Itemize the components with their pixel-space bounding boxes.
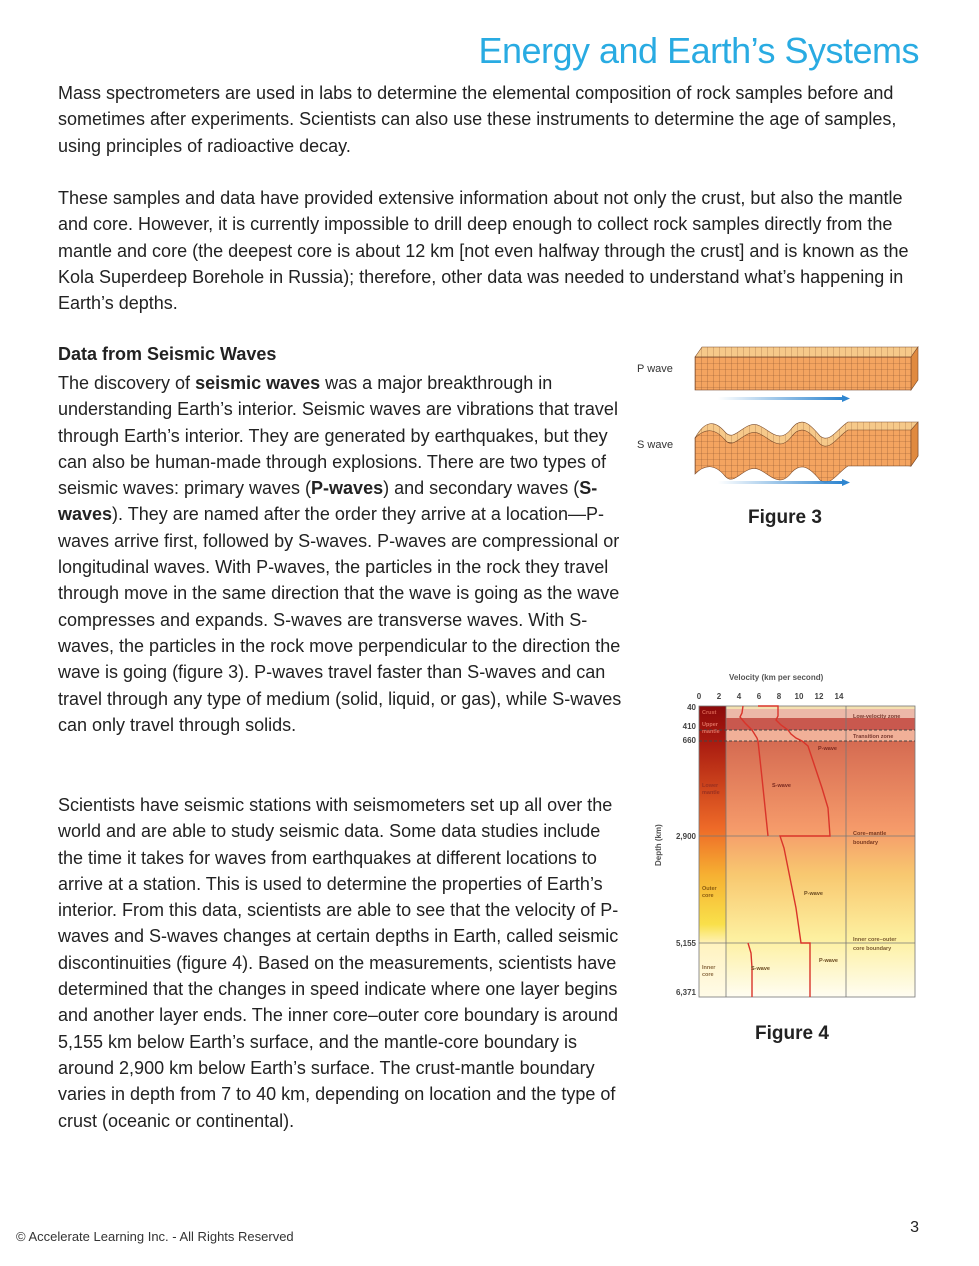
layer-label-crust: Crust <box>702 710 717 716</box>
zone-label-core-mantle: Core–mantle <box>853 831 887 837</box>
section-heading: Data from Seismic Waves <box>58 344 277 364</box>
text-run: The discovery of <box>58 373 196 393</box>
bold-term-seismic-waves: seismic waves <box>195 373 321 393</box>
s-wave-label: S wave <box>637 439 674 451</box>
zone-label-transition: Transition zone <box>853 734 894 740</box>
x-tick: 2 <box>716 692 722 701</box>
page-title: Energy and Earth’s Systems <box>478 30 919 71</box>
bold-term-p-waves: P-waves <box>311 478 384 499</box>
layer-label-inner-core: Inner <box>702 965 716 971</box>
annotation-column <box>846 706 915 997</box>
text-run: was a major breakthrough in understanding Earth’s interior. Seismic waves are vibrations that travel through Earth’s interior. They are generated by earthquakes, but they can also be human-made through explosions. There are two types of seismic waves: primary waves ( <box>58 373 618 499</box>
layer-label-lower-mantle: mantle <box>702 790 720 796</box>
text-run: ). They are named after the order they arrive at a location—P-waves arrive first, followed by S-waves. P-waves are compressional or longitudinal waves. With P-waves, the particles in the rock they travel through move in the same direction that the wave is going as the wave compresses and expands. S-waves are transverse waves. With S-waves, the particles in the rock move perpendicular to the direction the wave is going (figure 3). P-waves travel faster than S-waves and can travel through any type of medium (solid, liquid, or gas), while S-waves can only travel through solids. <box>58 504 622 735</box>
x-tick: 12 <box>814 692 824 701</box>
curve-label: S-wave <box>772 783 791 789</box>
x-tick: 0 <box>696 692 702 701</box>
y-tick: 660 <box>682 736 696 745</box>
figure-4-caption: Figure 4 <box>755 1023 829 1044</box>
x-tick: 4 <box>736 692 742 701</box>
s-wave-block <box>695 422 918 482</box>
p-wave-block <box>695 347 918 390</box>
paragraph-mass-spectrometers: Mass spectrometers are used in labs to determine the elemental composition of rock samples before and sometimes after experiments. Scientists can also use these instruments to determine the age of samples, using principles of radioactive decay. <box>58 83 897 156</box>
zone-label-inner-outer-core: Inner core–outer <box>853 937 897 943</box>
figure-3-caption: Figure 3 <box>748 507 822 528</box>
paragraph-samples-data: These samples and data have provided extensive information about not only the crust, but also the mantle and core. However, it is currently impossible to drill deep enough to collect rock samples directly from the mantle and core (the deepest core is about 12 km [not even halfway through the crust] and is known as the Kola Superdeep Borehole in Russia); therefore, other data was needed to understand what’s happening in Earth’s depths. <box>58 188 909 314</box>
y-tick: 40 <box>687 703 696 712</box>
x-tick: 8 <box>776 692 782 701</box>
page-number: 3 <box>910 1219 919 1236</box>
text-run: ) and secondary waves ( <box>383 478 580 499</box>
zone-label-core-mantle: boundary <box>853 840 879 846</box>
x-tick: 14 <box>834 692 844 701</box>
curve-label: P-wave <box>819 958 838 964</box>
p-wave-label: P wave <box>637 363 673 375</box>
y-axis-ticks <box>676 703 697 997</box>
paragraph-seismic-waves <box>58 370 623 738</box>
zone-label-low-velocity: Low-velocity zone <box>853 714 901 720</box>
x-tick: 6 <box>756 692 762 701</box>
paragraph-seismic-stations: Scientists have seismic stations with seismometers set up all over the world and are able to study seismic data. Some data studies include the time it takes for waves from earthquakes at different locations to arrive at a station. This is used to determine the properties of Earth’s interior. From this data, scientists are able to see that the velocity of P-waves and S-waves changes at certain depths in Earth, called seismic discontinuities (figure 4). Based on the measurements, scientists have determined that the changes in speed indicate where one layer begins and another layer ends. The inner core–outer core boundary is around 5,155 km below Earth’s surface, and the mantle-core boundary is around 2,900 km below Earth’s surface. The crust-mantle boundary varies in depth from 7 to 40 km, depending on location and the type of crust (oceanic or continental). <box>58 795 619 1131</box>
layer-label-upper-mantle: mantle <box>702 729 720 735</box>
layer-label-upper-mantle: Upper <box>702 722 718 728</box>
layer-label-lower-mantle: Lower <box>702 783 719 789</box>
layer-column <box>699 706 726 997</box>
x-axis-ticks <box>697 692 844 701</box>
layer-label-inner-core: core <box>702 972 714 978</box>
layer-label-outer-core: Outer <box>702 886 717 892</box>
curve-label: P-wave <box>804 891 823 897</box>
y-axis-title: Depth (km) <box>654 824 663 866</box>
zone-label-inner-outer-core: core boundary <box>853 946 892 952</box>
figure-4-velocity-depth-chart <box>650 668 950 1048</box>
copyright-footer: © Accelerate Learning Inc. - All Rights Reserved <box>16 1229 294 1244</box>
layer-label-outer-core: core <box>702 893 714 899</box>
x-tick: 10 <box>794 692 804 701</box>
y-tick: 2,900 <box>675 832 696 841</box>
curve-label: S-wave <box>751 966 770 972</box>
x-axis-title: Velocity (km per second) <box>729 673 824 682</box>
bold-term-s-waves: S-waves <box>58 478 598 525</box>
y-tick: 410 <box>682 722 696 731</box>
y-tick: 6,371 <box>675 988 696 997</box>
curve-label: P-wave <box>818 746 837 752</box>
y-tick: 5,155 <box>675 939 696 948</box>
p-wave-direction-arrow-icon <box>718 395 850 402</box>
